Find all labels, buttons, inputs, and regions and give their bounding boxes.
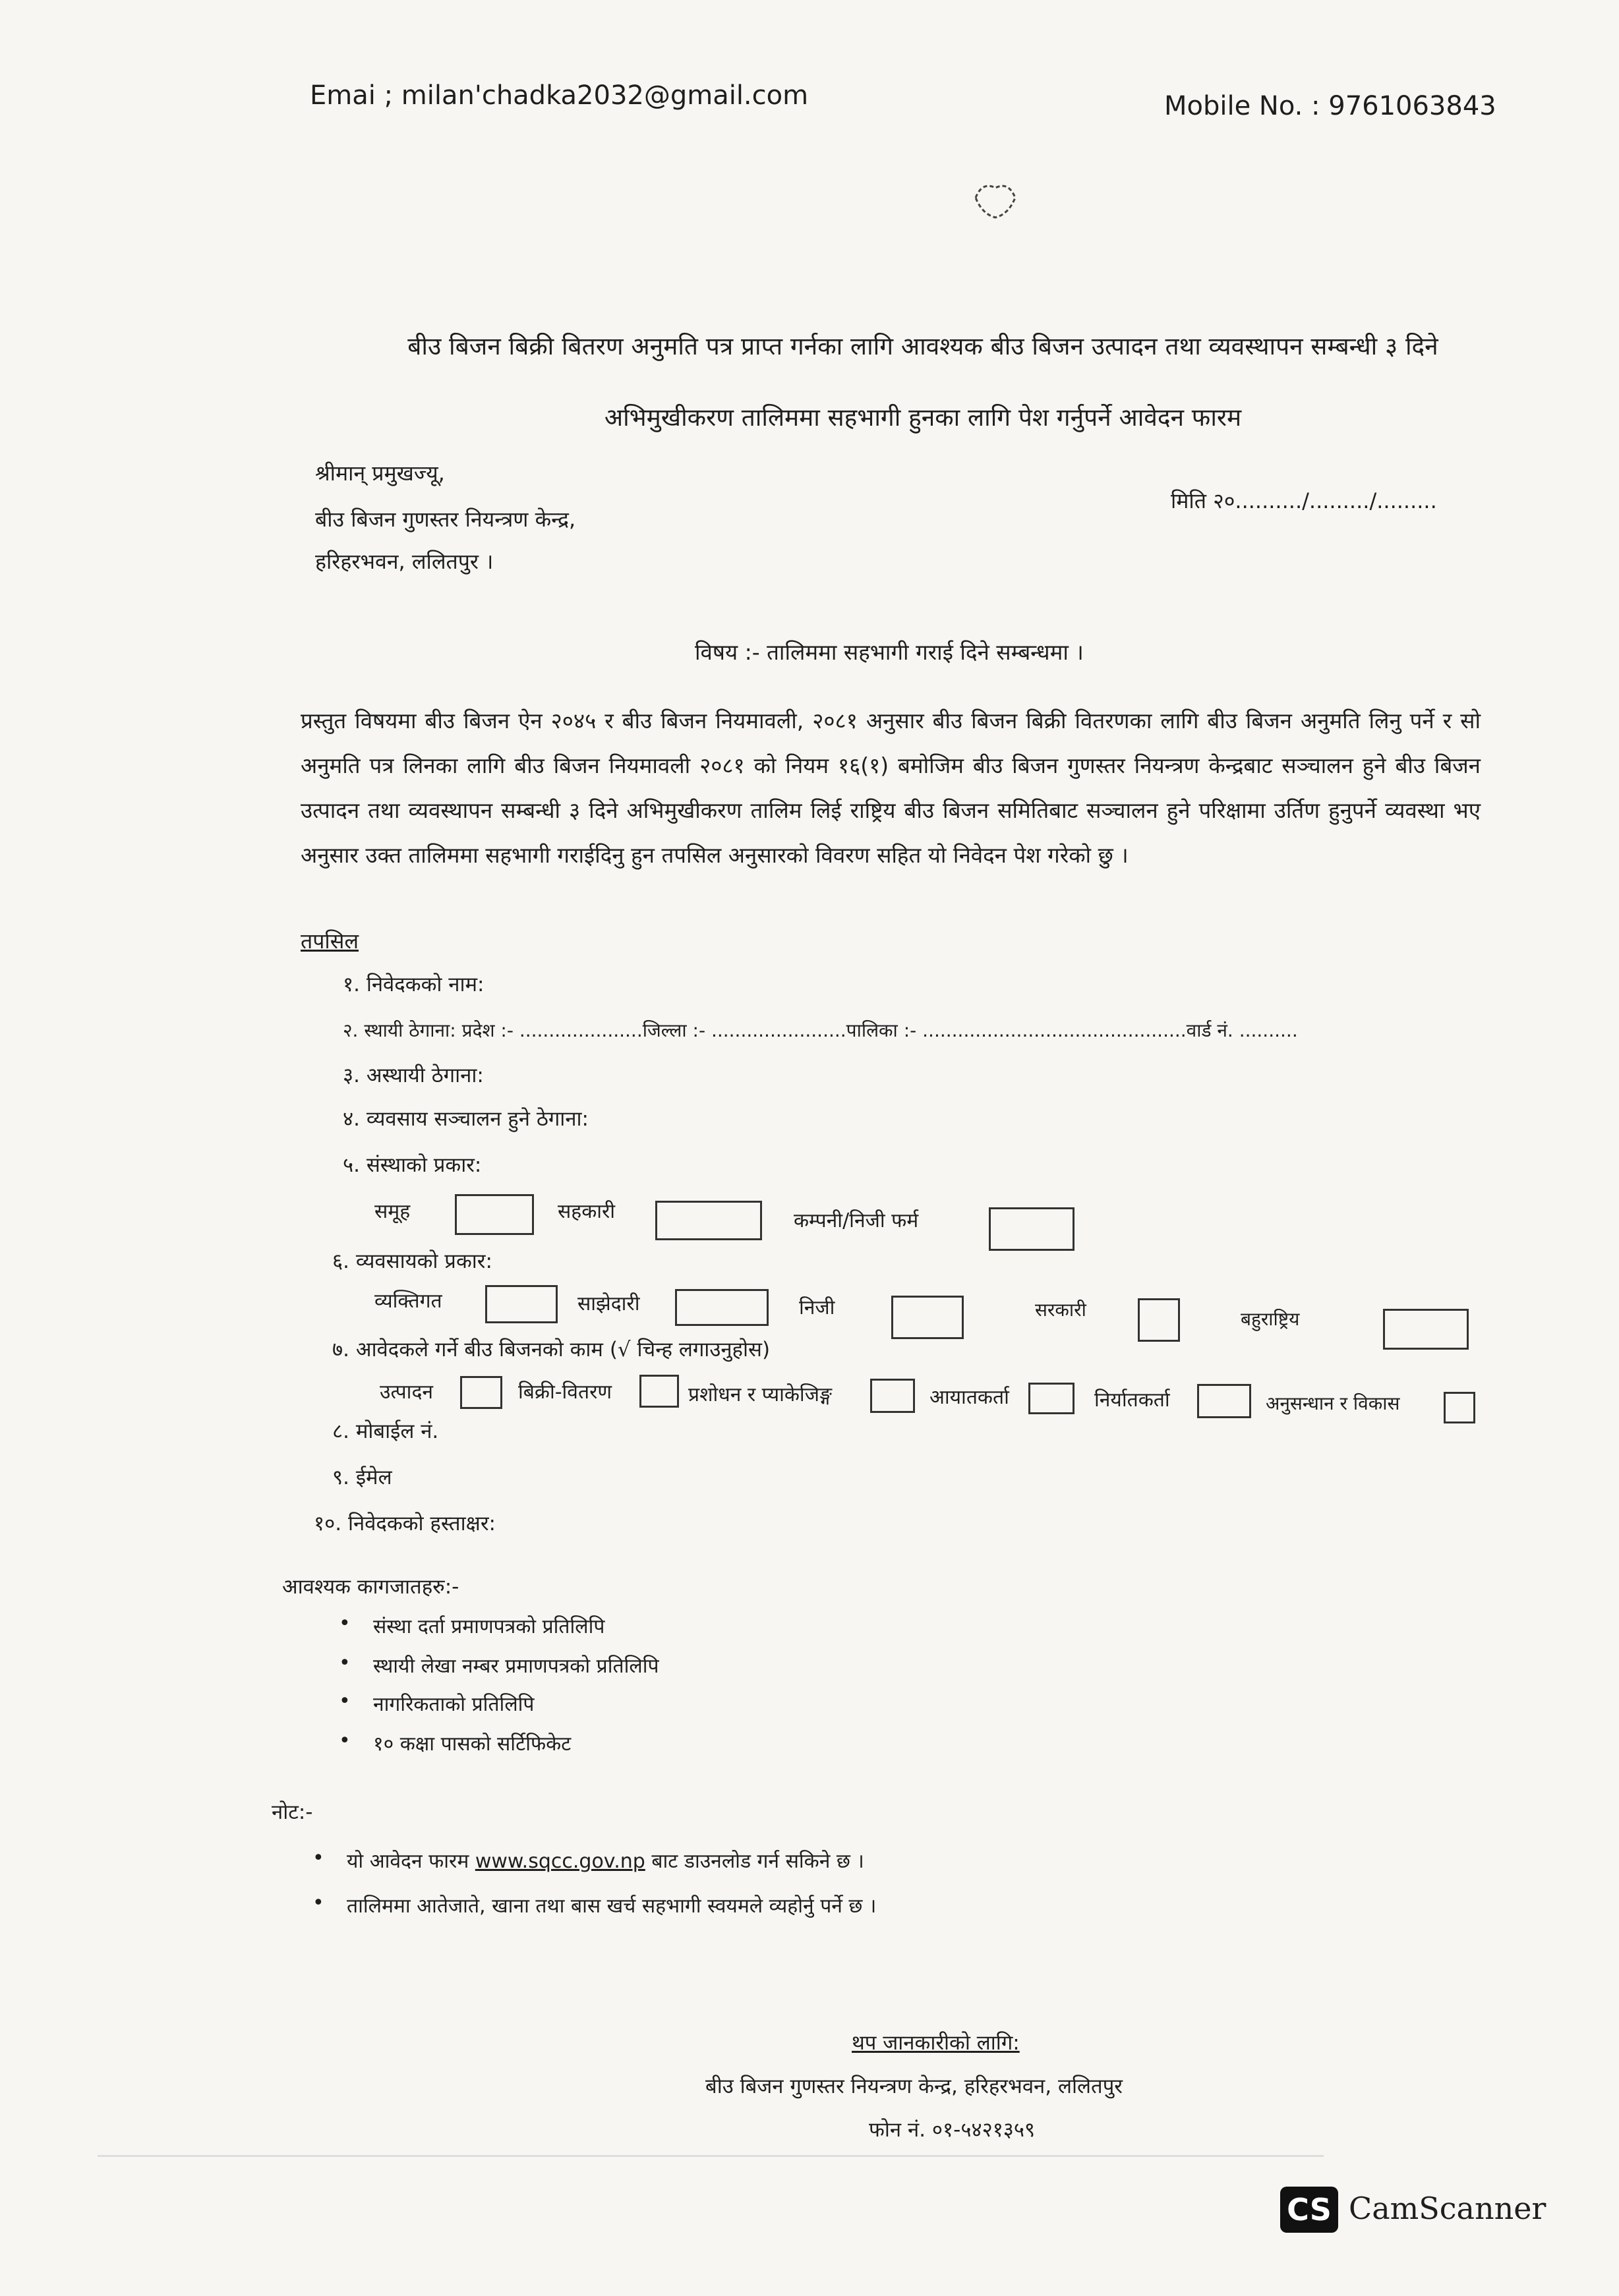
item-business-type: ६. व्यवसायको प्रकार:: [332, 1249, 492, 1273]
business-type-label: साझेदारी: [577, 1292, 640, 1315]
item-business-address: ४. व्यवसाय सञ्चालन हुने ठेगाना:: [343, 1107, 589, 1131]
org-type-checkbox[interactable]: [455, 1194, 534, 1235]
camscanner-logo-icon: CS: [1280, 2187, 1338, 2233]
note-download-post: बाट डाउनलोड गर्न सकिने छ ।: [645, 1850, 864, 1873]
item-temporary-address: ३. अस्थायी ठेगाना:: [343, 1064, 484, 1087]
body-paragraph: प्रस्तुत विषयमा बीउ बिजन ऐन २०४५ र बीउ बिजन नियमावली, २०८१ अनुसार बीउ बिजन बिक्री वितरणका लागि बीउ बिजन अनुमति लिनु पर्ने र सो अनुमति पत्र लिनका लागि बीउ बिजन नियमावली २०८१ को नियम १६(१) बमोजिम बीउ बिजन गुणस्तर नियन्त्रण केन्द्रबाट सञ्चालन हुने बीउ बिजन उत्पादन तथा व्यवस्थापन सम्बन्धी ३ दिने अभिमुखीकरण तालिम लिई राष्ट्रिय बीउ बिजन समितिबाट सञ्चालन हुने परिक्षामा उर्तिण हुनुपर्ने व्यवस्था भए अनुसार उक्त तालिममा सहभागी गराईदिनु हुन तपसिल अनुसारको विवरण सहित यो निवेदन पेश गरेको छु ।: [301, 708, 1481, 868]
date-field: मिति २०........../........./.........: [1171, 488, 1437, 513]
documents-list-item: • नागरिकताको प्रतिलिपि: [373, 1690, 534, 1717]
camscanner-label: CamScanner: [1349, 2191, 1546, 2226]
work-type-label: बिक्री-वितरण: [518, 1381, 612, 1404]
business-type-label: व्यक्तिगत: [374, 1290, 442, 1313]
sqcc-website-link[interactable]: www.sqcc.gov.np: [475, 1850, 645, 1873]
work-type-label: प्रशोधन र प्याकेजिङ्ग: [688, 1383, 832, 1406]
form-title-line2: अभिमुखीकरण तालिममा सहभागी हुनका लागि पेश गर्नुपर्ने आवेदन फारम: [604, 403, 1242, 432]
work-type-label: उत्पादन: [380, 1381, 434, 1404]
note-download: [347, 1847, 864, 1874]
note-expenses: • तालिममा आतेजाते, खाना तथा बास खर्च सहभागी स्वयमले व्यहोर्नु पर्ने छ ।: [347, 1891, 876, 1918]
work-type-label: अनुसन्धान र विकास: [1266, 1392, 1400, 1414]
item-mobile: ८. मोबाईल नं.: [332, 1420, 439, 1443]
contact-heading: थप जानकारीको लागि:: [852, 2031, 1020, 2055]
item-applicant-name: १. निवेदकको नाम:: [343, 973, 485, 996]
documents-list-item: • संस्था दर्ता प्रमाणपत्रको प्रतिलिपि: [373, 1612, 604, 1639]
business-type-checkbox[interactable]: [891, 1296, 964, 1339]
business-type-label: बहुराष्ट्रिय: [1241, 1308, 1300, 1330]
work-type-checkbox[interactable]: [1028, 1383, 1074, 1414]
header-email: Emai ; milan'chadka2032@gmail.com: [310, 80, 809, 111]
org-type-label: कम्पनी/निजी फर्म: [794, 1209, 919, 1232]
work-type-checkbox[interactable]: [870, 1379, 915, 1413]
seal-mark-icon: [969, 178, 1022, 224]
contact-org: बीउ बिजन गुणस्तर नियन्त्रण केन्द्र, हरिहरभवन, ललितपुर: [705, 2075, 1123, 2098]
header-mobile: Mobile No. : 9761063843: [1164, 91, 1496, 121]
org-type-checkbox[interactable]: [655, 1201, 762, 1240]
form-title-line1: बीउ बिजन बिक्री बितरण अनुमति पत्र प्राप्त गर्नका लागि आवश्यक बीउ बिजन उत्पादन तथा व्यवस्थापन सम्बन्धी ३ दिने: [407, 332, 1438, 360]
addressee-line2: बीउ बिजन गुणस्तर नियन्त्रण केन्द्र,: [315, 507, 576, 532]
work-type-checkbox[interactable]: [460, 1376, 502, 1409]
documents-list-item: • १० कक्षा पासको सर्टिफिकेट: [373, 1729, 571, 1756]
addressee-line3: हरिहरभवन, ललितपुर ।: [315, 549, 494, 574]
item-org-type: ५. संस्थाको प्रकार:: [343, 1153, 482, 1177]
notes-heading: नोट:-: [272, 1800, 313, 1824]
subject-line: विषय :- तालिममा सहभागी गराई दिने सम्बन्धमा ।: [695, 639, 1084, 665]
business-type-checkbox[interactable]: [485, 1285, 558, 1323]
addressee-line1: श्रीमान् प्रमुखज्यू,: [315, 461, 445, 486]
item-permanent-address: २. स्थायी ठेगाना: प्रदेश :- .....................जिल्ला :- .......................पालिका :- .............................................वार्ड नं. ..........: [343, 1019, 1298, 1041]
org-type-label: समूह: [374, 1200, 411, 1223]
tapsil-heading: तपसिल: [301, 929, 359, 954]
item-work-type: ७. आवेदकले गर्ने बीउ बिजनको काम (√ चिन्ह लगाउनुहोस): [332, 1338, 771, 1362]
documents-list-item: • स्थायी लेखा नम्बर प्रमाणपत्रको प्रतिलिपि: [373, 1651, 659, 1679]
business-type-label: सरकारी: [1035, 1299, 1086, 1321]
note-download-pre: यो आवेदन फारम: [347, 1850, 475, 1873]
scan-divider: [98, 2155, 1324, 2157]
work-type-checkbox[interactable]: [639, 1375, 679, 1408]
work-type-checkbox[interactable]: [1197, 1384, 1251, 1418]
org-type-checkbox[interactable]: [989, 1207, 1074, 1251]
org-type-label: सहकारी: [558, 1200, 616, 1223]
business-type-checkbox[interactable]: [1138, 1298, 1180, 1342]
work-type-label: आयातकर्ता: [929, 1386, 1009, 1409]
business-type-checkbox[interactable]: [675, 1289, 769, 1326]
business-type-label: निजी: [799, 1296, 835, 1319]
item-email: ९. ईमेल: [332, 1466, 392, 1489]
contact-phone: फोन नं. ०१-५४२१३५९: [869, 2118, 1036, 2142]
work-type-checkbox[interactable]: [1444, 1392, 1475, 1423]
work-type-label: निर्यातकर्ता: [1094, 1389, 1170, 1412]
documents-heading: आवश्यक कागजातहरु:-: [282, 1575, 459, 1599]
business-type-checkbox[interactable]: [1383, 1309, 1469, 1350]
item-signature: १०. निवेदकको हस्ताक्षर:: [314, 1512, 496, 1535]
